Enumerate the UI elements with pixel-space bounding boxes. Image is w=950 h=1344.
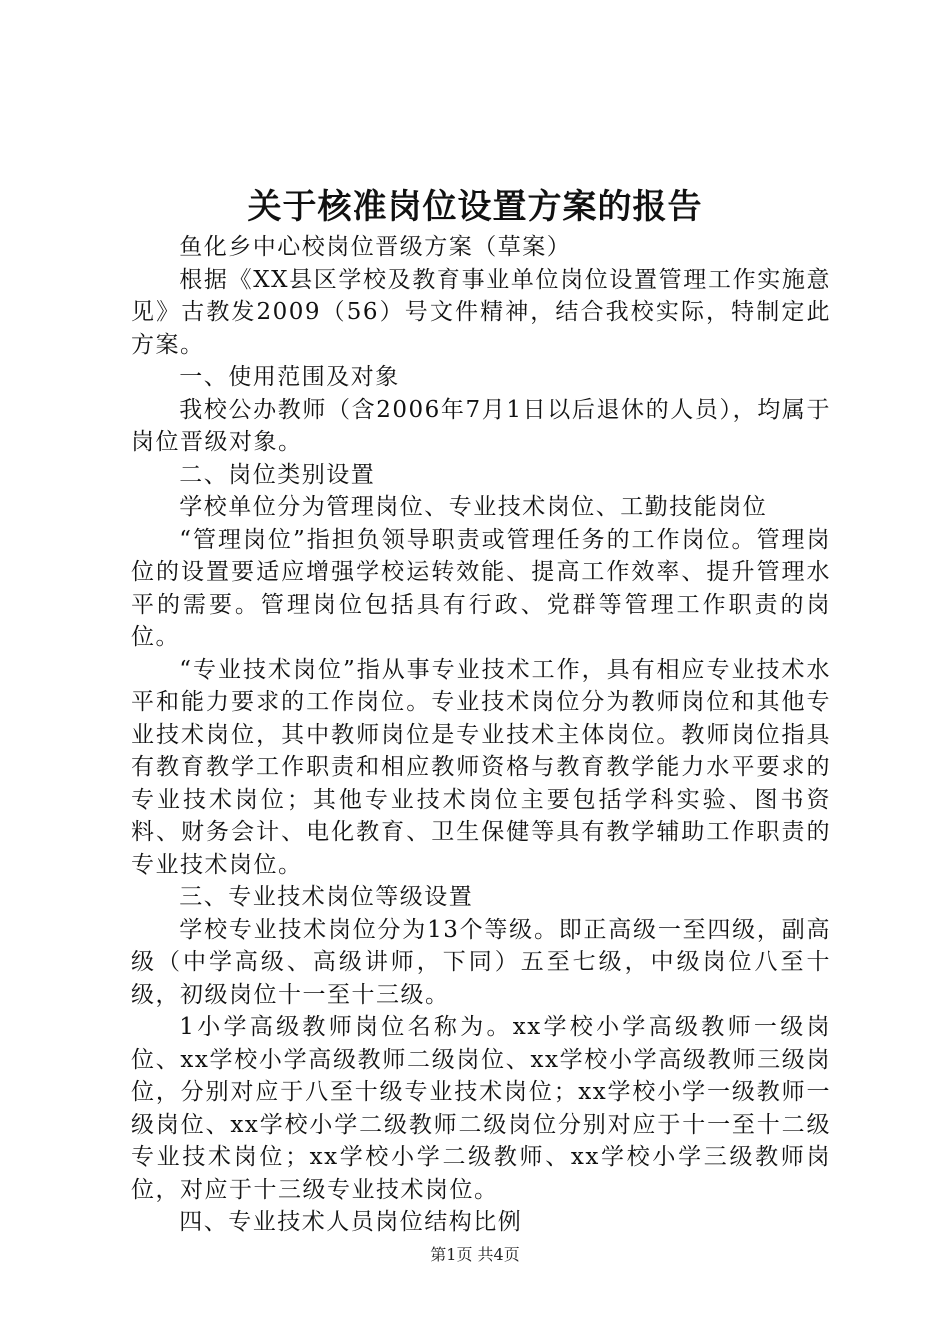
paragraph: 根据《XX县区学校及教育事业单位岗位设置管理工作实施意见》古教发2009（56）号文件精神，结合我校实际，特制定此方案。 bbox=[131, 266, 831, 358]
paragraph: 1小学高级教师岗位名称为。xx学校小学高级教师一级岗位、xx学校小学高级教师二级岗位、xx学校小学高级教师三级岗位，分别对应于八至十级专业技术岗位；xx学校小学一级教师一级岗位、xx学校小学二级教师二级岗位分别对应于十一至十二级专业技术岗位；xx学校小学二级教师、xx学校小学三级教师岗位，对应于十三级专业技术岗位。 bbox=[131, 1014, 831, 1203]
section-heading: 四、专业技术人员岗位结构比例 bbox=[179, 1209, 523, 1235]
paragraph: 学校专业技术岗位分为13个等级。即正高级一至四级，副高级（中学高级、高级讲师，下同）五至七级，中级岗位八至十级，初级岗位十一至十三级。 bbox=[131, 916, 831, 1008]
section-heading: 二、岗位类别设置 bbox=[179, 461, 376, 488]
section-heading: 三、专业技术岗位等级设置 bbox=[179, 884, 474, 910]
paragraph: “管理岗位”指担负领导职责或管理任务的工作岗位。管理岗位的设置要适应增强学校运转效能、提高工作效率、提升管理水平的需要。管理岗位包括具有行政、党群等管理工作职责的岗位。 bbox=[131, 526, 831, 650]
paragraph-subtitle: 鱼化乡中心校岗位晋级方案（草案） bbox=[179, 234, 572, 260]
document-title: 关于核准岗位设置方案的报告 bbox=[247, 187, 703, 227]
paragraph: 学校单位分为管理岗位、专业技术岗位、工勤技能岗位 bbox=[179, 494, 768, 520]
page-footer: 第1页 共4页 bbox=[430, 1245, 520, 1264]
paragraph: “专业技术岗位”指从事专业技术工作，具有相应专业技术水平和能力要求的工作岗位。专业技术岗位分为教师岗位和其他专业技术岗位，其中教师岗位是专业技术主体岗位。教师岗位指具有教育教学工作职责和相应教师资格与教育教学能力水平要求的专业技术岗位；其他专业技术岗位主要包括学科实验、图书资料、财务会计、电化教育、卫生保健等具有教学辅助工作职责的专业技术岗位。 bbox=[131, 656, 831, 878]
document-body bbox=[131, 231, 831, 1239]
section-heading: 一、使用范围及对象 bbox=[179, 364, 400, 390]
paragraph: 我校公办教师（含2006年7月1日以后退休的人员），均属于岗位晋级对象。 bbox=[131, 396, 831, 455]
